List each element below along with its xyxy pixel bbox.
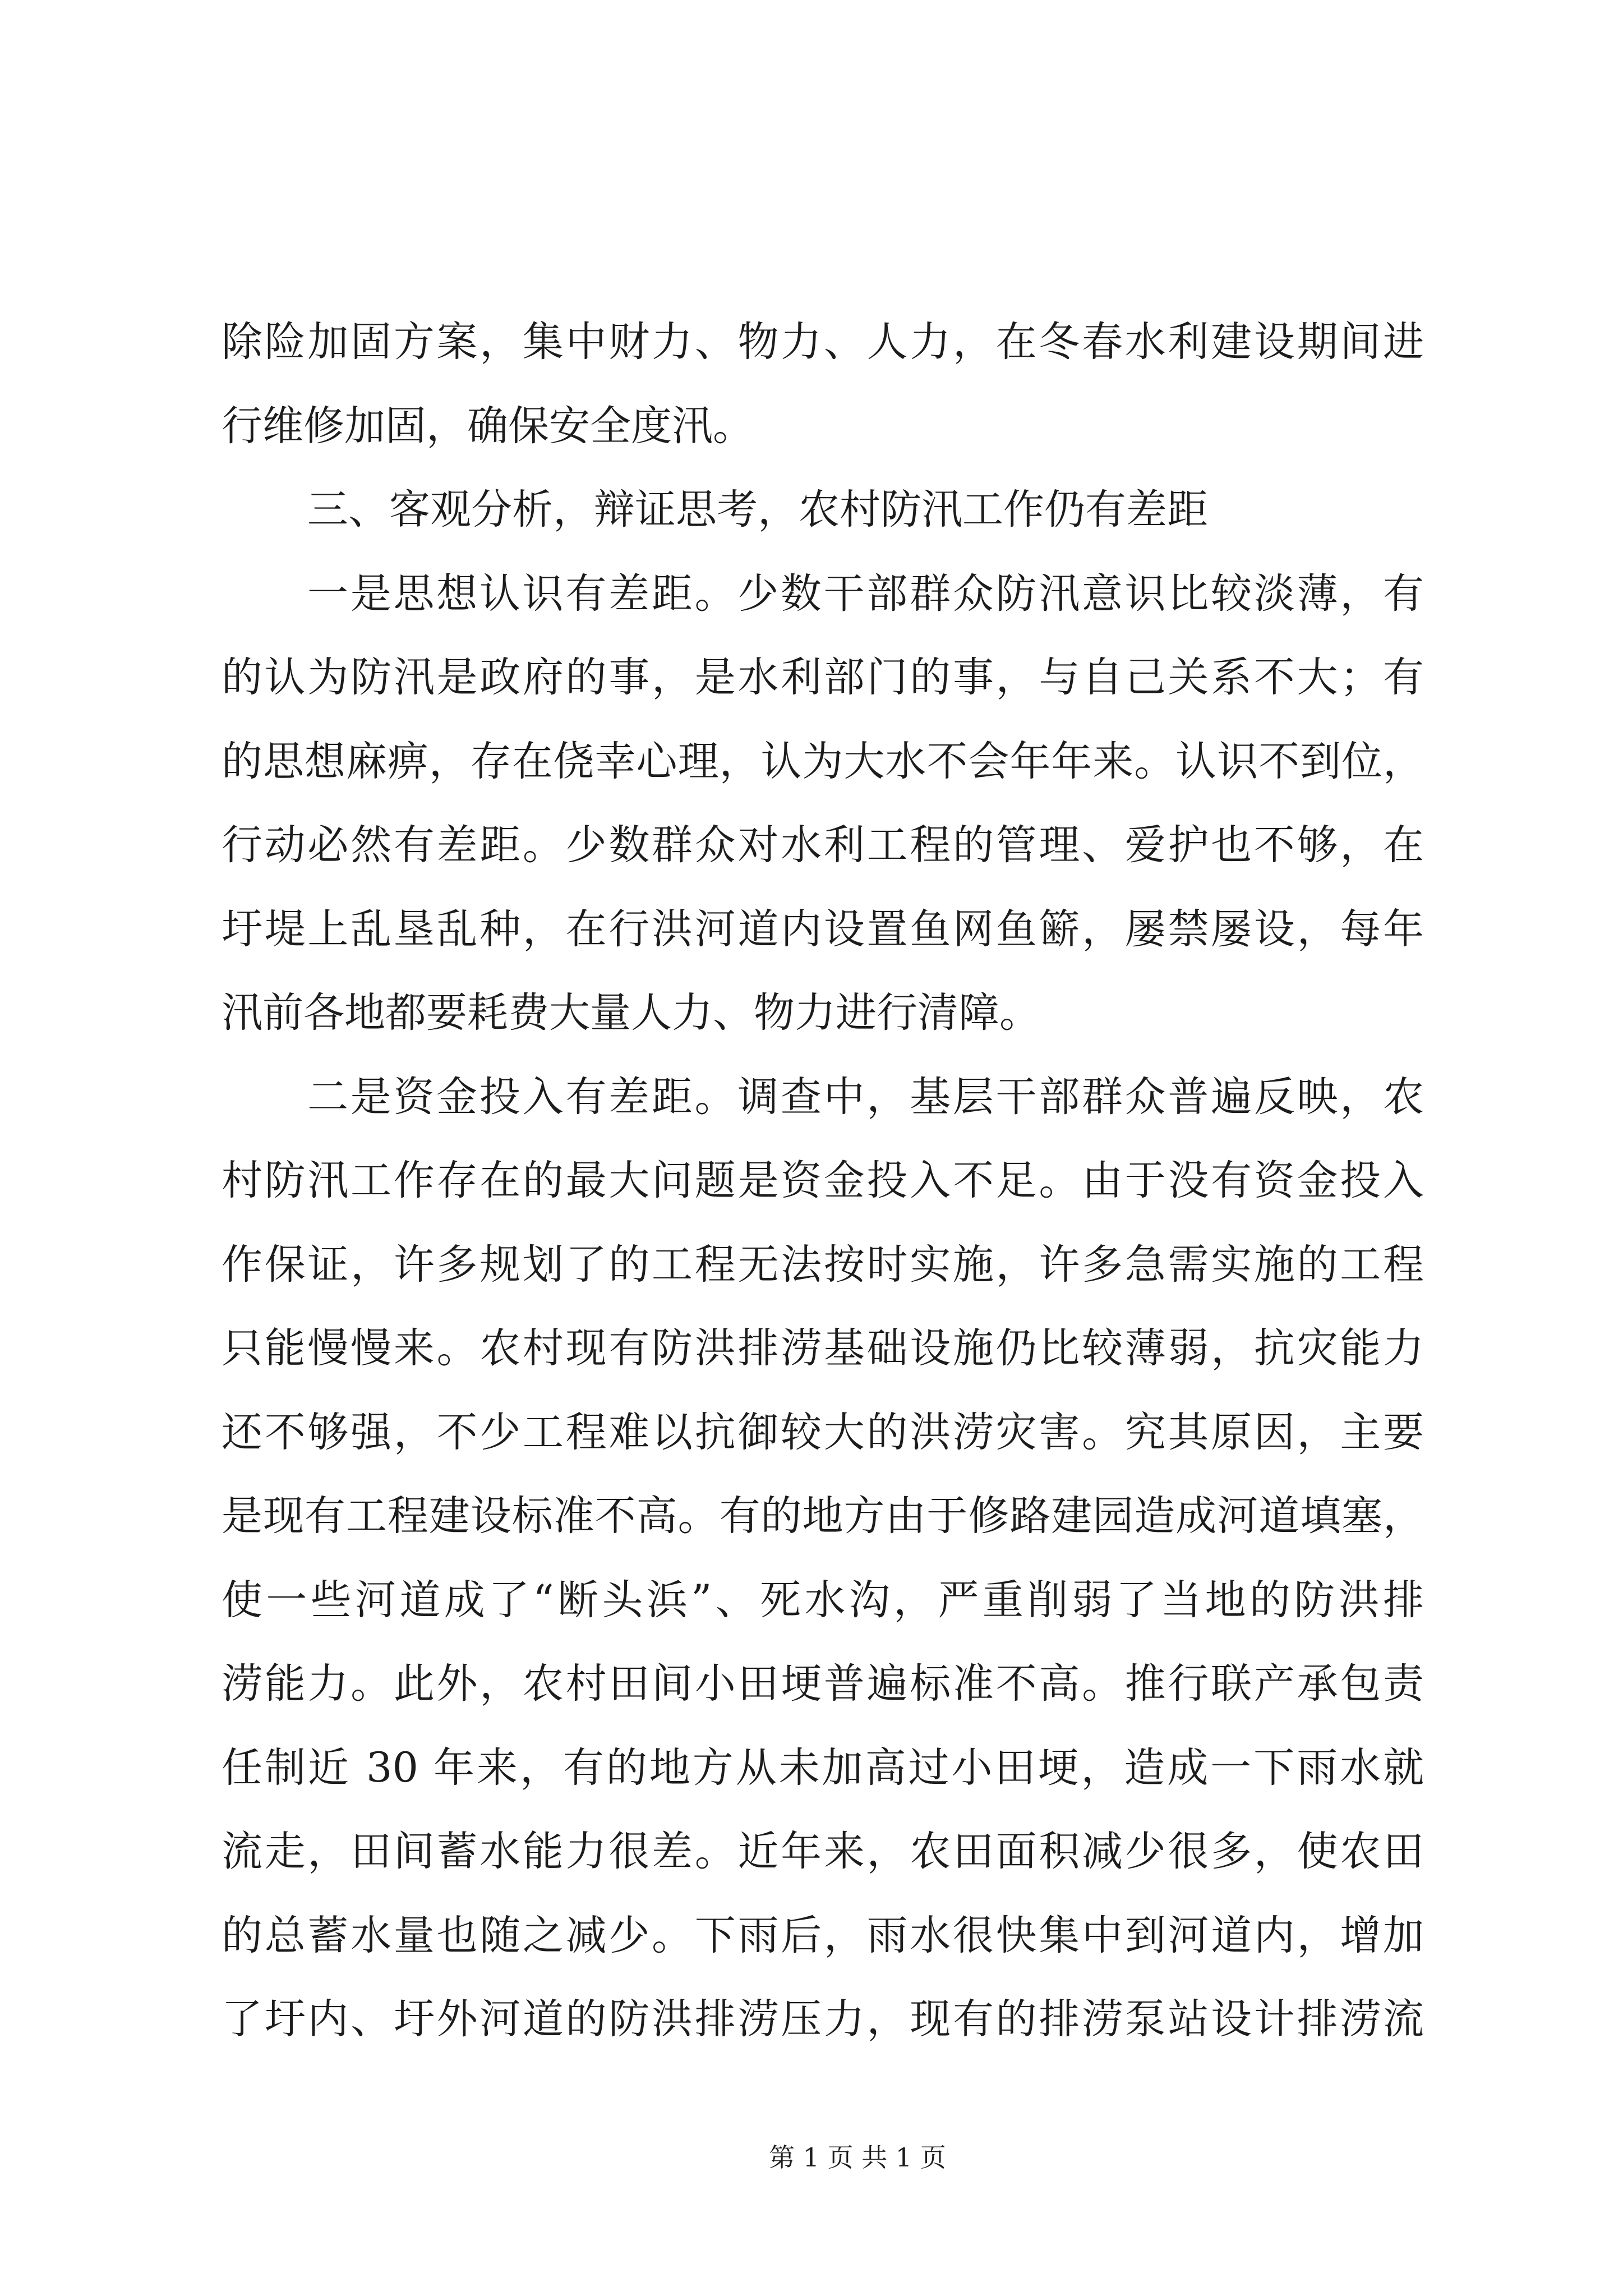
text-line: 只能慢慢来。农村现有防洪排涝基础设施仍比较薄弱，抗灾能力 [222, 1324, 1424, 1372]
paragraph-funding-investment [222, 1055, 1424, 2062]
section-heading [222, 468, 1424, 552]
text-line: 行动必然有差距。少数群众对水利工程的管理、爱护也不够，在 [222, 821, 1424, 869]
text-line: 流走，田间蓄水能力很差。近年来，农田面积减少很多，使农田 [222, 1828, 1424, 1875]
text-line: 了圩内、圩外河道的防洪排涝压力，现有的排涝泵站设计排涝流 [222, 1995, 1424, 2043]
text-line: 涝能力。此外，农村田间小田埂普遍标准不高。推行联产承包责 [222, 1660, 1424, 1708]
document-body [222, 300, 1424, 2062]
text-line: 的认为防汛是政府的事，是水利部门的事，与自己关系不大；有 [222, 654, 1424, 701]
text-line: 是现有工程建设标准不高。有的地方由于修路建园造成河道填塞， [222, 1492, 1424, 1540]
text-line: 村防汛工作存在的最大问题是资金投入不足。由于没有资金投入 [222, 1157, 1424, 1204]
text-line: 一是思想认识有差距。少数干部群众防汛意识比较淡薄，有 [307, 569, 1424, 618]
text-line: 圩堤上乱垦乱种，在行洪河道内设置鱼网鱼簖，屡禁屡设，每年 [222, 905, 1424, 953]
text-line: 的思想麻痹，存在侥幸心理，认为大水不会年年来。认识不到位， [222, 737, 1424, 785]
text-line: 汛前各地都要耗费大量人力、物力进行清障。 [222, 989, 1040, 1037]
text-line: 行维修加固，确保安全度汛。 [222, 402, 754, 450]
text-line: 使一些河道成了“断头浜”、死水沟，严重削弱了当地的防洪排 [222, 1576, 1424, 1624]
text-line: 任制近 30 年来，有的地方从未加高过小田埂，造成一下雨水就 [222, 1743, 1424, 1792]
text-line: 作保证，许多规划了的工程无法按时实施，许多急需实施的工程 [222, 1240, 1424, 1289]
page-footer: 第 1 页 共 1 页 [769, 2142, 946, 2173]
paragraph-continuation [222, 300, 1424, 468]
text-line: 还不够强，不少工程难以抗御较大的洪涝灾害。究其原因，主要 [222, 1408, 1424, 1456]
section-heading-text: 三、客观分析，辩证思考，农村防汛工作仍有差距 [307, 486, 1208, 533]
text-line: 除险加固方案，集中财力、物力、人力，在冬春水利建设期间进 [222, 318, 1424, 366]
text-line: 二是资金投入有差距。调查中，基层干部群众普遍反映，农 [307, 1073, 1424, 1121]
paragraph-ideological-awareness [222, 552, 1424, 1055]
text-line: 的总蓄水量也随之减少。下雨后，雨水很快集中到河道内，增加 [222, 1911, 1424, 1959]
